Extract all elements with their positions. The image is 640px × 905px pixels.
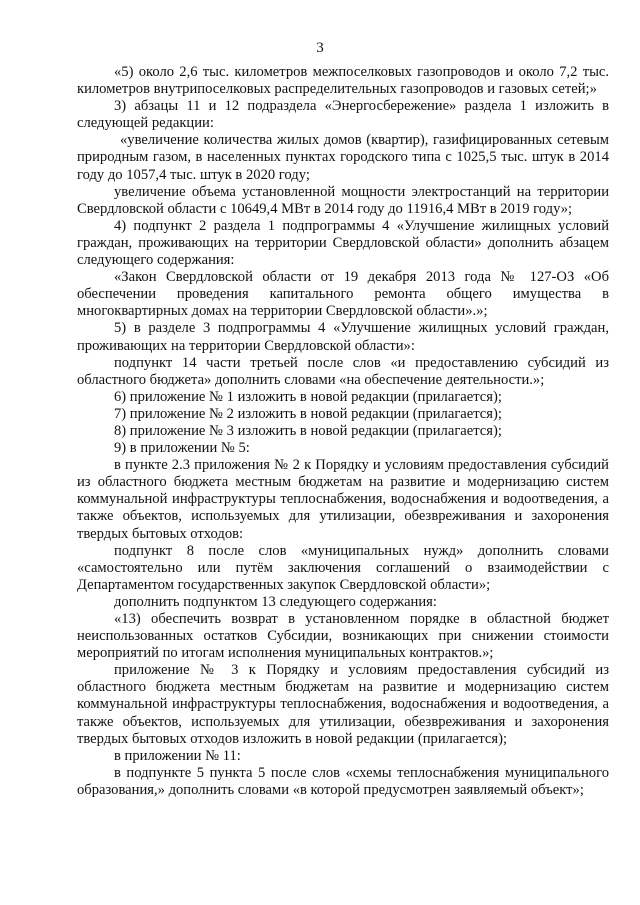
paragraph-3: «увеличение количества жилых домов (квартир), газифицированных сетевым природным газом, в населенных пунктах городского типа с 1025,5 тыс. штук в 2014 году до 1057,4 тыс. штук в 2020 году; <box>77 132 609 183</box>
paragraph-1: «5) около 2,6 тыс. километров межпоселковых газопроводов и около 7,2 тыс. километров внутрипоселковых распределительных газопроводов и газовых сетей;» <box>77 64 609 98</box>
paragraph-15: дополнить подпунктом 13 следующего содержания: <box>114 593 437 610</box>
paragraph-7: 5) в разделе 3 подпрограммы 4 «Улучшение жилищных условий граждан, проживающих на территории Свердловской области»: <box>77 320 609 354</box>
paragraph-8: подпункт 14 части третьей после слов «и предоставлению субсидий из областного бюджета» дополнить словами «на обеспечение деятельности.»; <box>77 354 609 388</box>
paragraph-16: «13) обеспечить возврат в установленном порядке в областной бюджет неиспользованных остатков Субсидии, возникающих при снижении стоимости мероприятий по итогам исполнения муниципальных контрактов.»; <box>77 611 609 662</box>
paragraph-11: 8) приложение № 3 изложить в новой редакции (прилагается); <box>114 422 502 439</box>
paragraph-17: приложение № 3 к Порядку и условиям предоставления субсидий из областного бюджета местным бюджетам на развитие и модернизацию систем коммунальной инфраструктуры теплоснабжения, водоснабжения и водоотведения, а также объектов, используемых для утилизации, обезвреживания и захоронения твердых бытовых отходов изложить в новой редакции (прилагается); <box>77 662 609 747</box>
paragraph-10: 7) приложение № 2 изложить в новой редакции (прилагается); <box>114 405 502 422</box>
paragraph-13: в пункте 2.3 приложения № 2 к Порядку и условиям предоставления субсидий из областного бюджета местным бюджетам на развитие и модернизацию систем коммунальной инфраструктуры теплоснабжения, водоснабжения и водоотведения, а также объектов, используемых для утилизации, обезвреживания и захоронения твердых бытовых отходов: <box>77 457 609 542</box>
paragraph-6: «Закон Свердловской области от 19 декабря 2013 года № 127-ОЗ «Об обеспечении проведения капитального ремонта общего имущества в многоквартирных домах на территории Свердловской области».»; <box>77 269 609 320</box>
paragraph-5: 4) подпункт 2 раздела 1 подпрограммы 4 «Улучшение жилищных условий граждан, проживающих на территории Свердловской области» дополнить абзацем следующего содержания: <box>77 217 609 269</box>
paragraph-12: 9) в приложении № 5: <box>114 440 250 457</box>
paragraph-4: увеличение объема установленной мощности электростанций на территории Свердловской области с 10649,4 МВт в 2014 году до 11916,4 МВт в 2019 году»; <box>77 183 609 217</box>
paragraph-19: в подпункте 5 пункта 5 после слов «схемы теплоснабжения муниципального образования,» дополнить словами «в которой предусмотрен заявляемый объект»; <box>77 764 609 798</box>
paragraph-14: подпункт 8 после слов «муниципальных нужд» дополнить словами «самостоятельно или путём заключения соглашений о взаимодействии с Департаментом государственных закупок Свердловской области»; <box>77 542 609 593</box>
paragraph-18: в приложении № 11: <box>114 747 241 764</box>
paragraph-2: 3) абзацы 11 и 12 подраздела «Энергосбережение» раздела 1 изложить в следующей редакции: <box>77 98 609 132</box>
page-number: 3 <box>316 40 324 56</box>
paragraph-9: 6) приложение № 1 изложить в новой редакции (прилагается); <box>114 388 502 405</box>
document-body <box>77 64 609 799</box>
